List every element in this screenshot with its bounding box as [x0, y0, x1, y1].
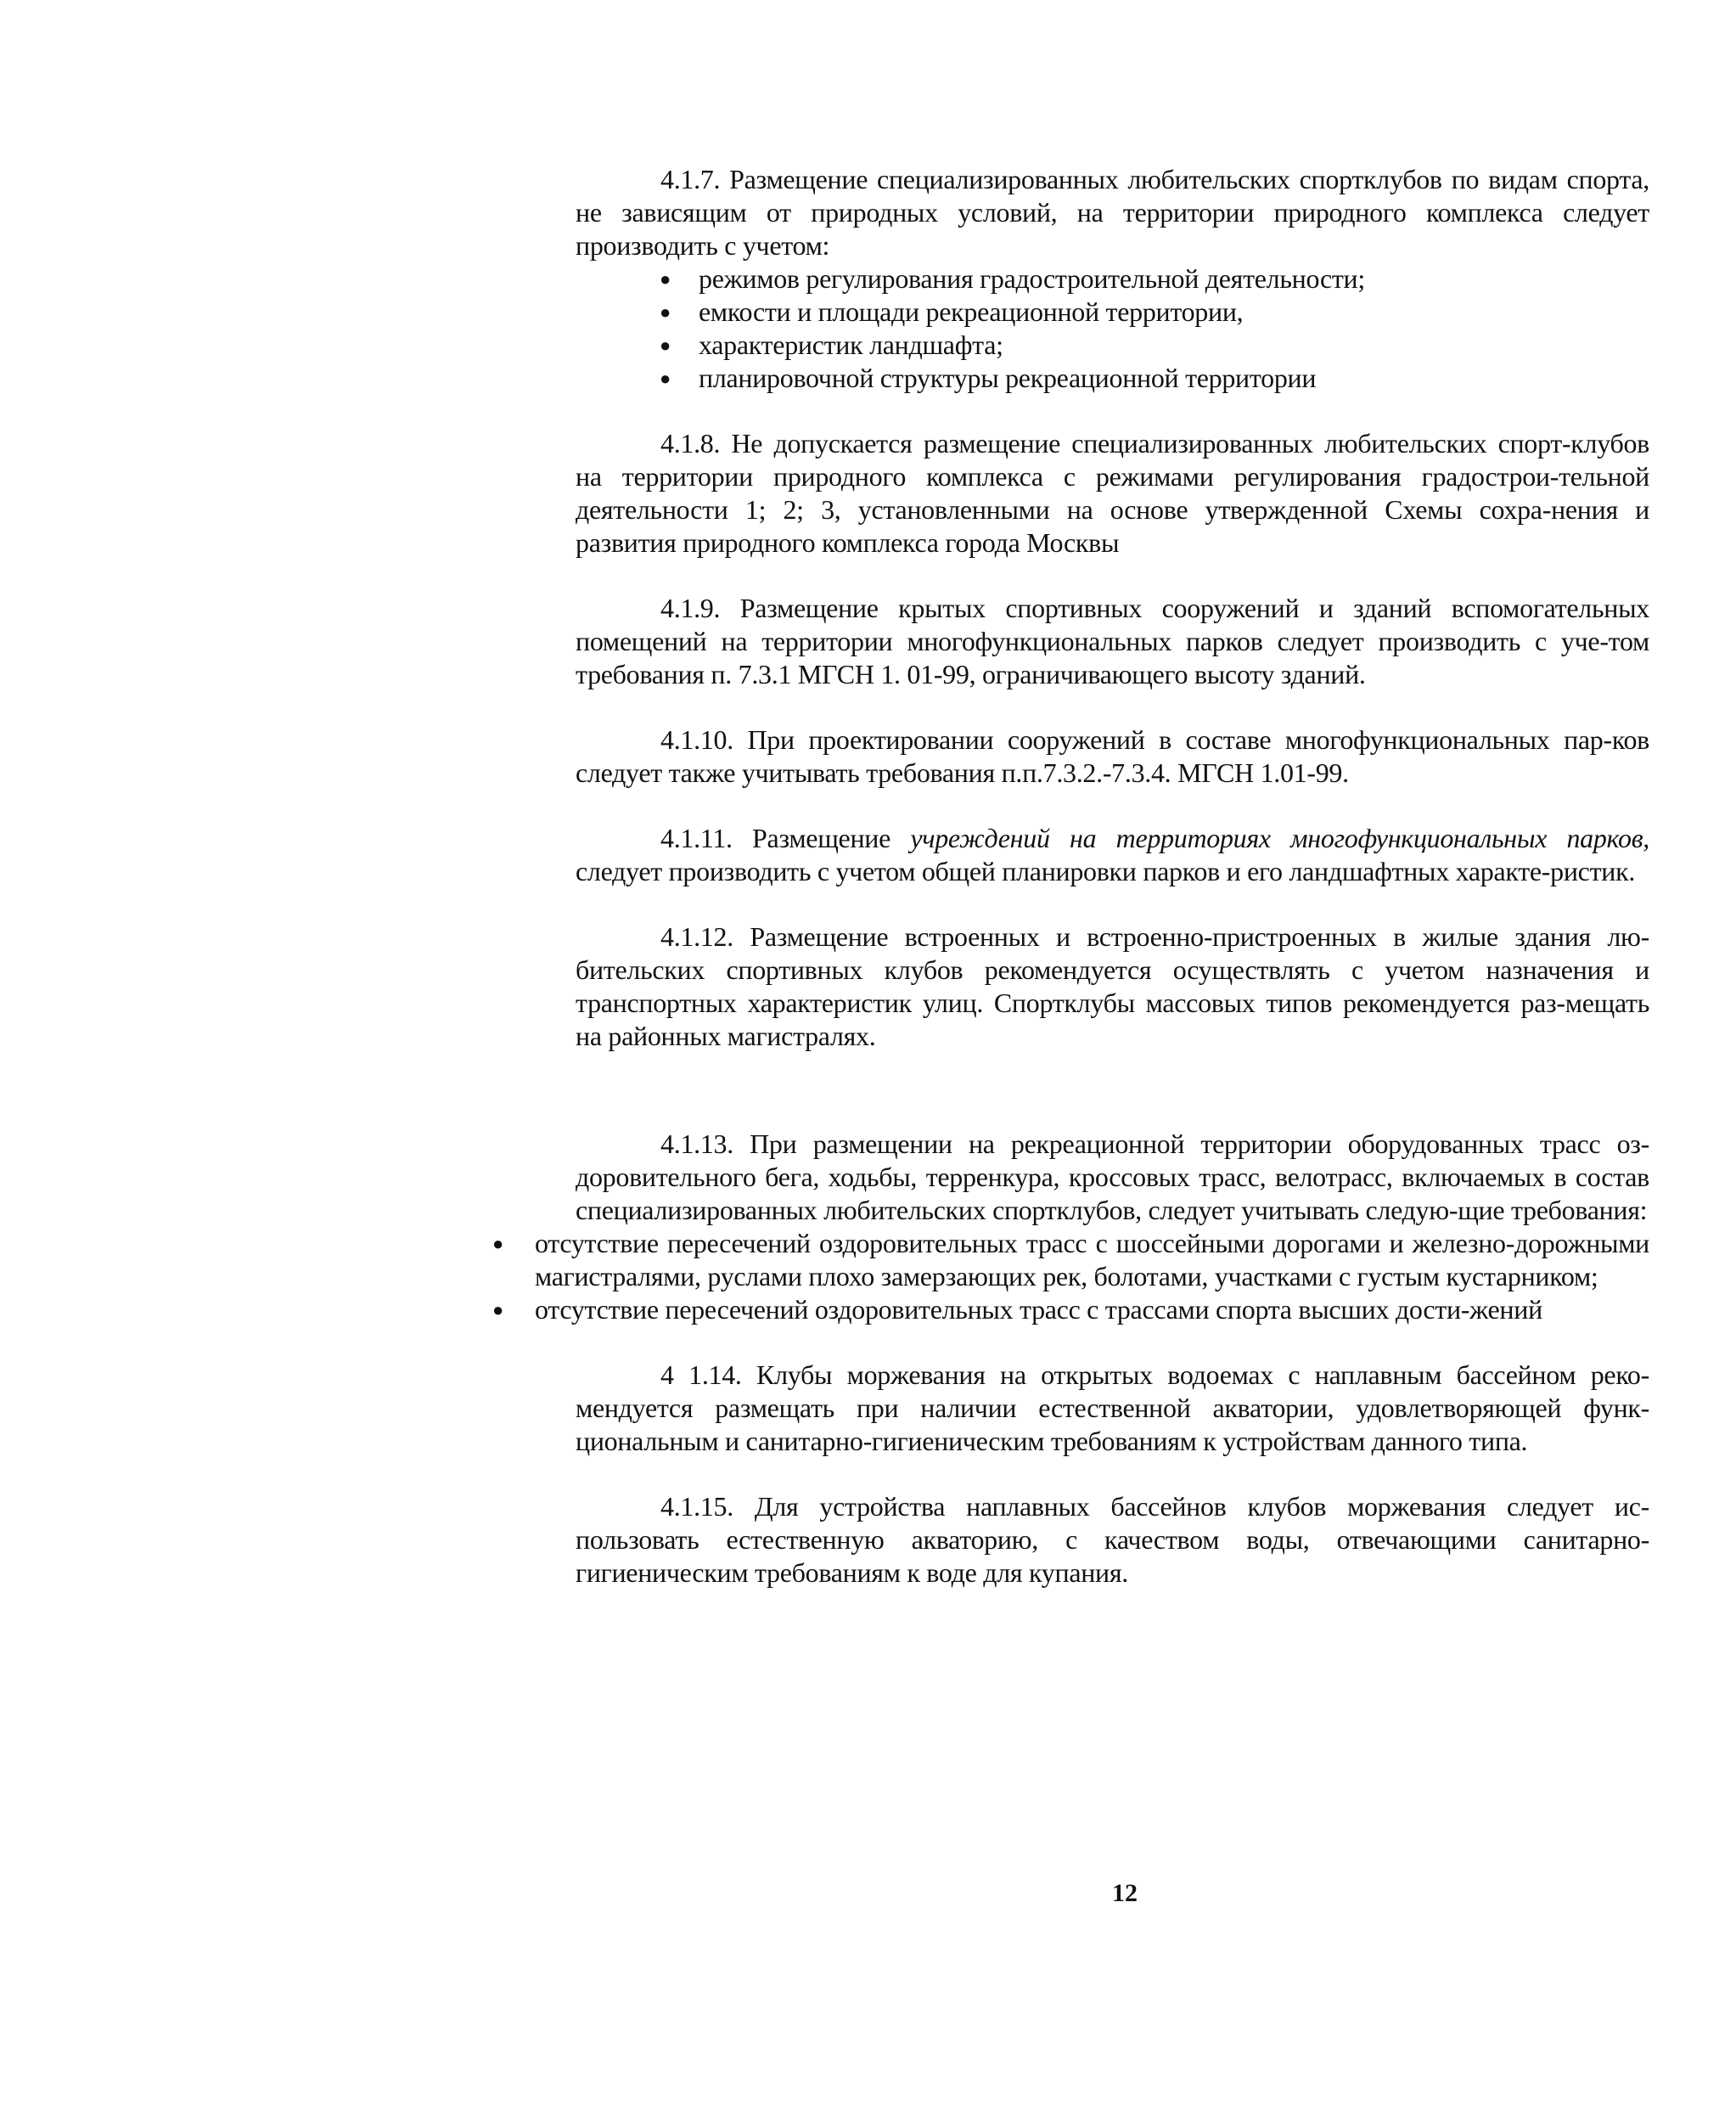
bullet-icon: ● [492, 1233, 503, 1254]
bullet-icon: ● [660, 301, 671, 323]
paragraph-4-1-10: 4.1.10. При проектировании сооружений в составе многофункциональных пар-ков следует также учитывать требования п.п.7.3.2.-7.3.4. МГСН 1.01-99. [576, 724, 1649, 788]
paragraph-4-1-7: 4.1.7. Размещение специализированных любительских спортклубов по видам спорта, не зависящим от природных условий, на территории природного комплекса следует производить с учетом: [576, 164, 1649, 261]
paragraph-4-1-9: 4.1.9. Размещение крытых спортивных сооружений и зданий вспомогательных помещений на территории многофункциональных парков следует производить с уче-том требования п. 7.3.1 МГСН 1. 01-99, ограничивающего высоту зданий. [576, 593, 1649, 689]
bullet-icon: ● [660, 268, 671, 290]
bullet-icon: ● [492, 1299, 503, 1320]
list-item: ● режимов регулирования градостроительной деятельности; [660, 263, 1365, 294]
paragraph-4-1-14: 4 1.14. Клубы моржевания на открытых водоемах с наплавным бассейном реко-мендуется размещать при наличии естественной акватории, удовлетворяющей функ-циональным и санитарно-гигиеническим требованиям к устройствам данного типа. [576, 1359, 1649, 1456]
paragraph-4-1-11: 4.1.11. Размещение учреждений на территориях многофункциональных парков, следует производить с учетом общей планировки парков и его ландшафтных характе-ристик. [576, 823, 1649, 886]
page-number: 12 [1112, 1879, 1138, 1907]
list-item: ● отсутствие пересечений оздоровительных трасс с трассами спорта высших дости-жений [492, 1294, 1542, 1325]
paragraph-4-1-13: 4.1.13. При размещении на рекреационной территории оборудованных трасс оз-доровительного бега, ходьбы, терренкура, кроссовых трасс, велотрасс, включаемых в состав специализированных любительских спортклубов, следует учитывать следую-щие требования: [576, 1128, 1649, 1225]
list-item: ● характеристик ландшафта; [660, 329, 1003, 360]
bullet-icon: ● [660, 335, 671, 356]
document-body [492, 163, 1649, 1590]
paragraph-4-1-8: 4.1.8. Не допускается размещение специализированных любительских спорт-клубов на территории природного комплекса с режимами регулирования градострои-тельной деятельности 1; 2; 3, установленными на основе утвержденной Схемы сохра-нения и развития природного комплекса города Москвы [576, 428, 1649, 558]
list-4-1-13 [492, 1227, 1649, 1326]
list-item: ● емкости и площади рекреационной территории, [660, 296, 1244, 327]
list-item: ● отсутствие пересечений оздоровительных трасс с шоссейными дорогами и железно-дорожными магистралями, руслами плохо замерзающих рек, болотами, участками с густым кустарником; [492, 1228, 1649, 1291]
paragraph-4-1-12: 4.1.12. Размещение встроенных и встроенно-пристроенных в жилые здания лю-бительских спортивных клубов рекомендуется осуществлять с учетом назначения и транспортных характеристик улиц. Спортклубы массовых типов рекомендуется раз-мещать на районных магистралях. [576, 921, 1649, 1051]
list-item: ● планировочной структуры рекреационной территории [660, 363, 1317, 393]
list-4-1-7 [576, 262, 1649, 395]
paragraph-4-1-15: 4.1.15. Для устройства наплавных бассейнов клубов моржевания следует ис-пользовать естественную акваторию, с качеством воды, отвечающими санитарно-гигиеническим требованиям к воде для купания. [576, 1491, 1649, 1588]
bullet-icon: ● [660, 368, 671, 389]
